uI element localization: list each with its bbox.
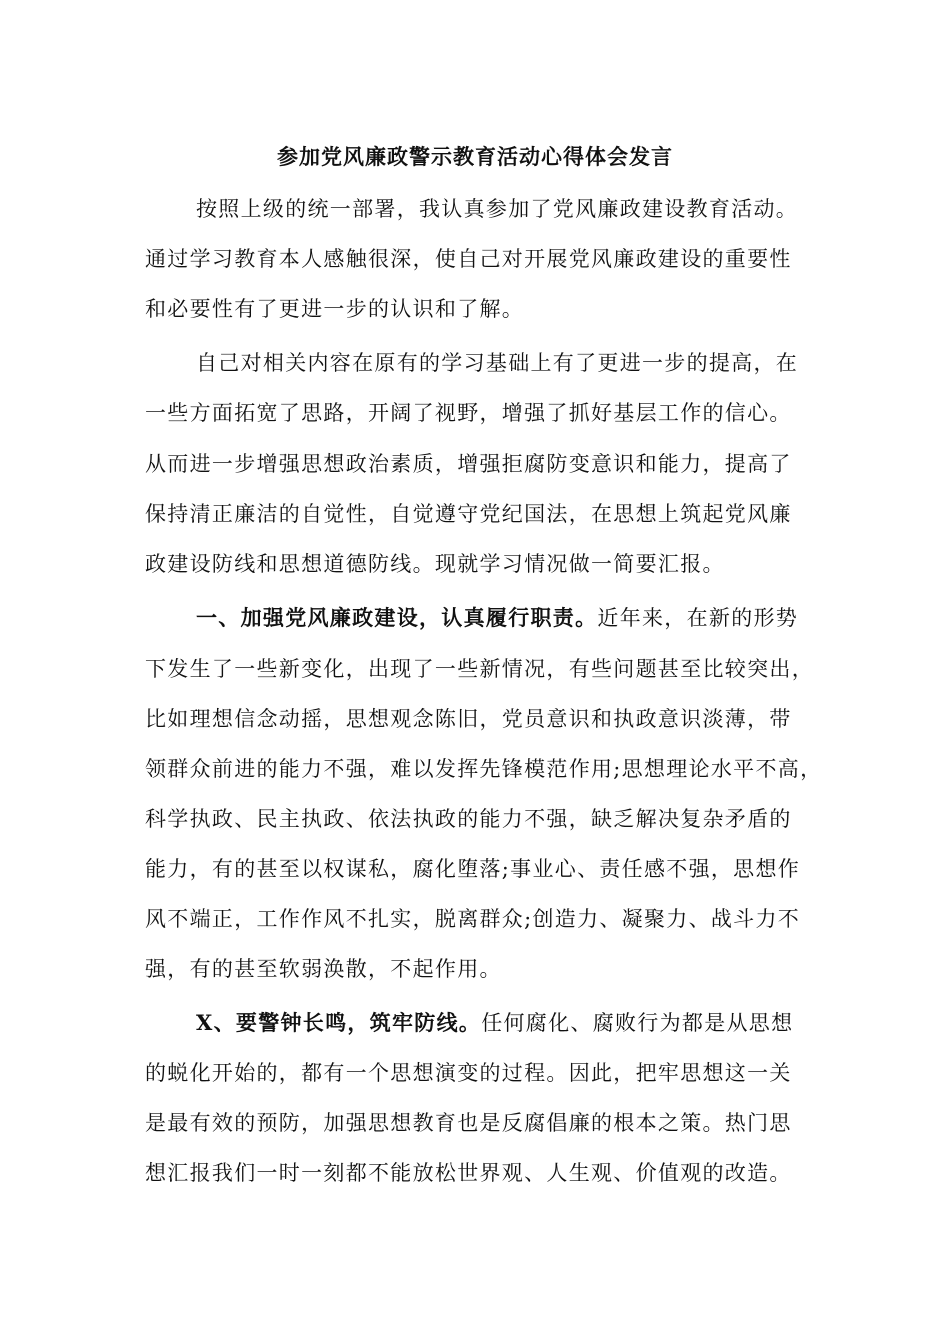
paragraph-line: 风不端正，工作作风不扎实，脱离群众;创造力、凝聚力、战斗力不 [145,907,801,931]
section-heading: 一、加强党风廉政建设，认真履行职责。 [196,605,598,630]
paragraph-line: 强，有的甚至软弱涣散，不起作用。 [145,957,502,981]
paragraph-line: 想汇报我们一时一刻都不能放松世界观、人生观、价值观的改造。 [145,1161,792,1185]
paragraph-line: 一些方面拓宽了思路，开阔了视野，增强了抓好基层工作的信心。 [145,401,792,425]
paragraph-line: 保持清正廉洁的自觉性，自觉遵守党纪国法，在思想上筑起党风廉 [145,502,792,526]
section-heading: X、要警钟长鸣，筑牢防线。 [196,1010,482,1035]
paragraph-line: 是最有效的预防，加强思想教育也是反腐倡廉的根本之策。热门思 [145,1111,792,1135]
paragraph-line: 按照上级的统一部署，我认真参加了党风廉政建设教育活动。 [196,197,799,221]
section-text: 任何腐化、腐败行为都是从思想 [481,1011,794,1035]
paragraph-line: 下发生了一些新变化，出现了一些新情况，有些问题甚至比较突出， [145,657,814,681]
paragraph-line: 比如理想信念动摇，思想观念陈旧，党员意识和执政意识淡薄，带 [145,707,792,731]
paragraph-line [196,1008,793,1038]
paragraph-line: 通过学习教育本人感触很深，使自己对开展党风廉政建设的重要性 [145,247,792,271]
paragraph-line: 从而进一步增强思想政治素质，增强拒腐防变意识和能力，提高了 [145,452,792,476]
paragraph-line: 和必要性有了更进一步的认识和了解。 [145,297,525,321]
paragraph-line: 能力，有的甚至以权谋私，腐化堕落;事业心、责任感不强，思想作 [145,857,801,881]
section-text: 近年来，在新的形势 [597,606,799,630]
paragraph-line: 政建设防线和思想道德防线。现就学习情况做一简要汇报。 [145,552,725,576]
paragraph-line: 领群众前进的能力不强，难以发挥先锋模范作用;思想理论水平不高， [145,757,823,781]
paragraph-line: 的蜕化开始的，都有一个思想演变的过程。因此，把牢思想这一关 [145,1061,792,1085]
paragraph-line: 自己对相关内容在原有的学习基础上有了更进一步的提高，在 [196,351,799,375]
document-title: 参加党风廉政警示教育活动心得体会发言 [277,144,673,169]
paragraph-line: 科学执政、民主执政、依法执政的能力不强，缺乏解决复杂矛盾的 [145,807,792,831]
paragraph-line [196,603,798,633]
